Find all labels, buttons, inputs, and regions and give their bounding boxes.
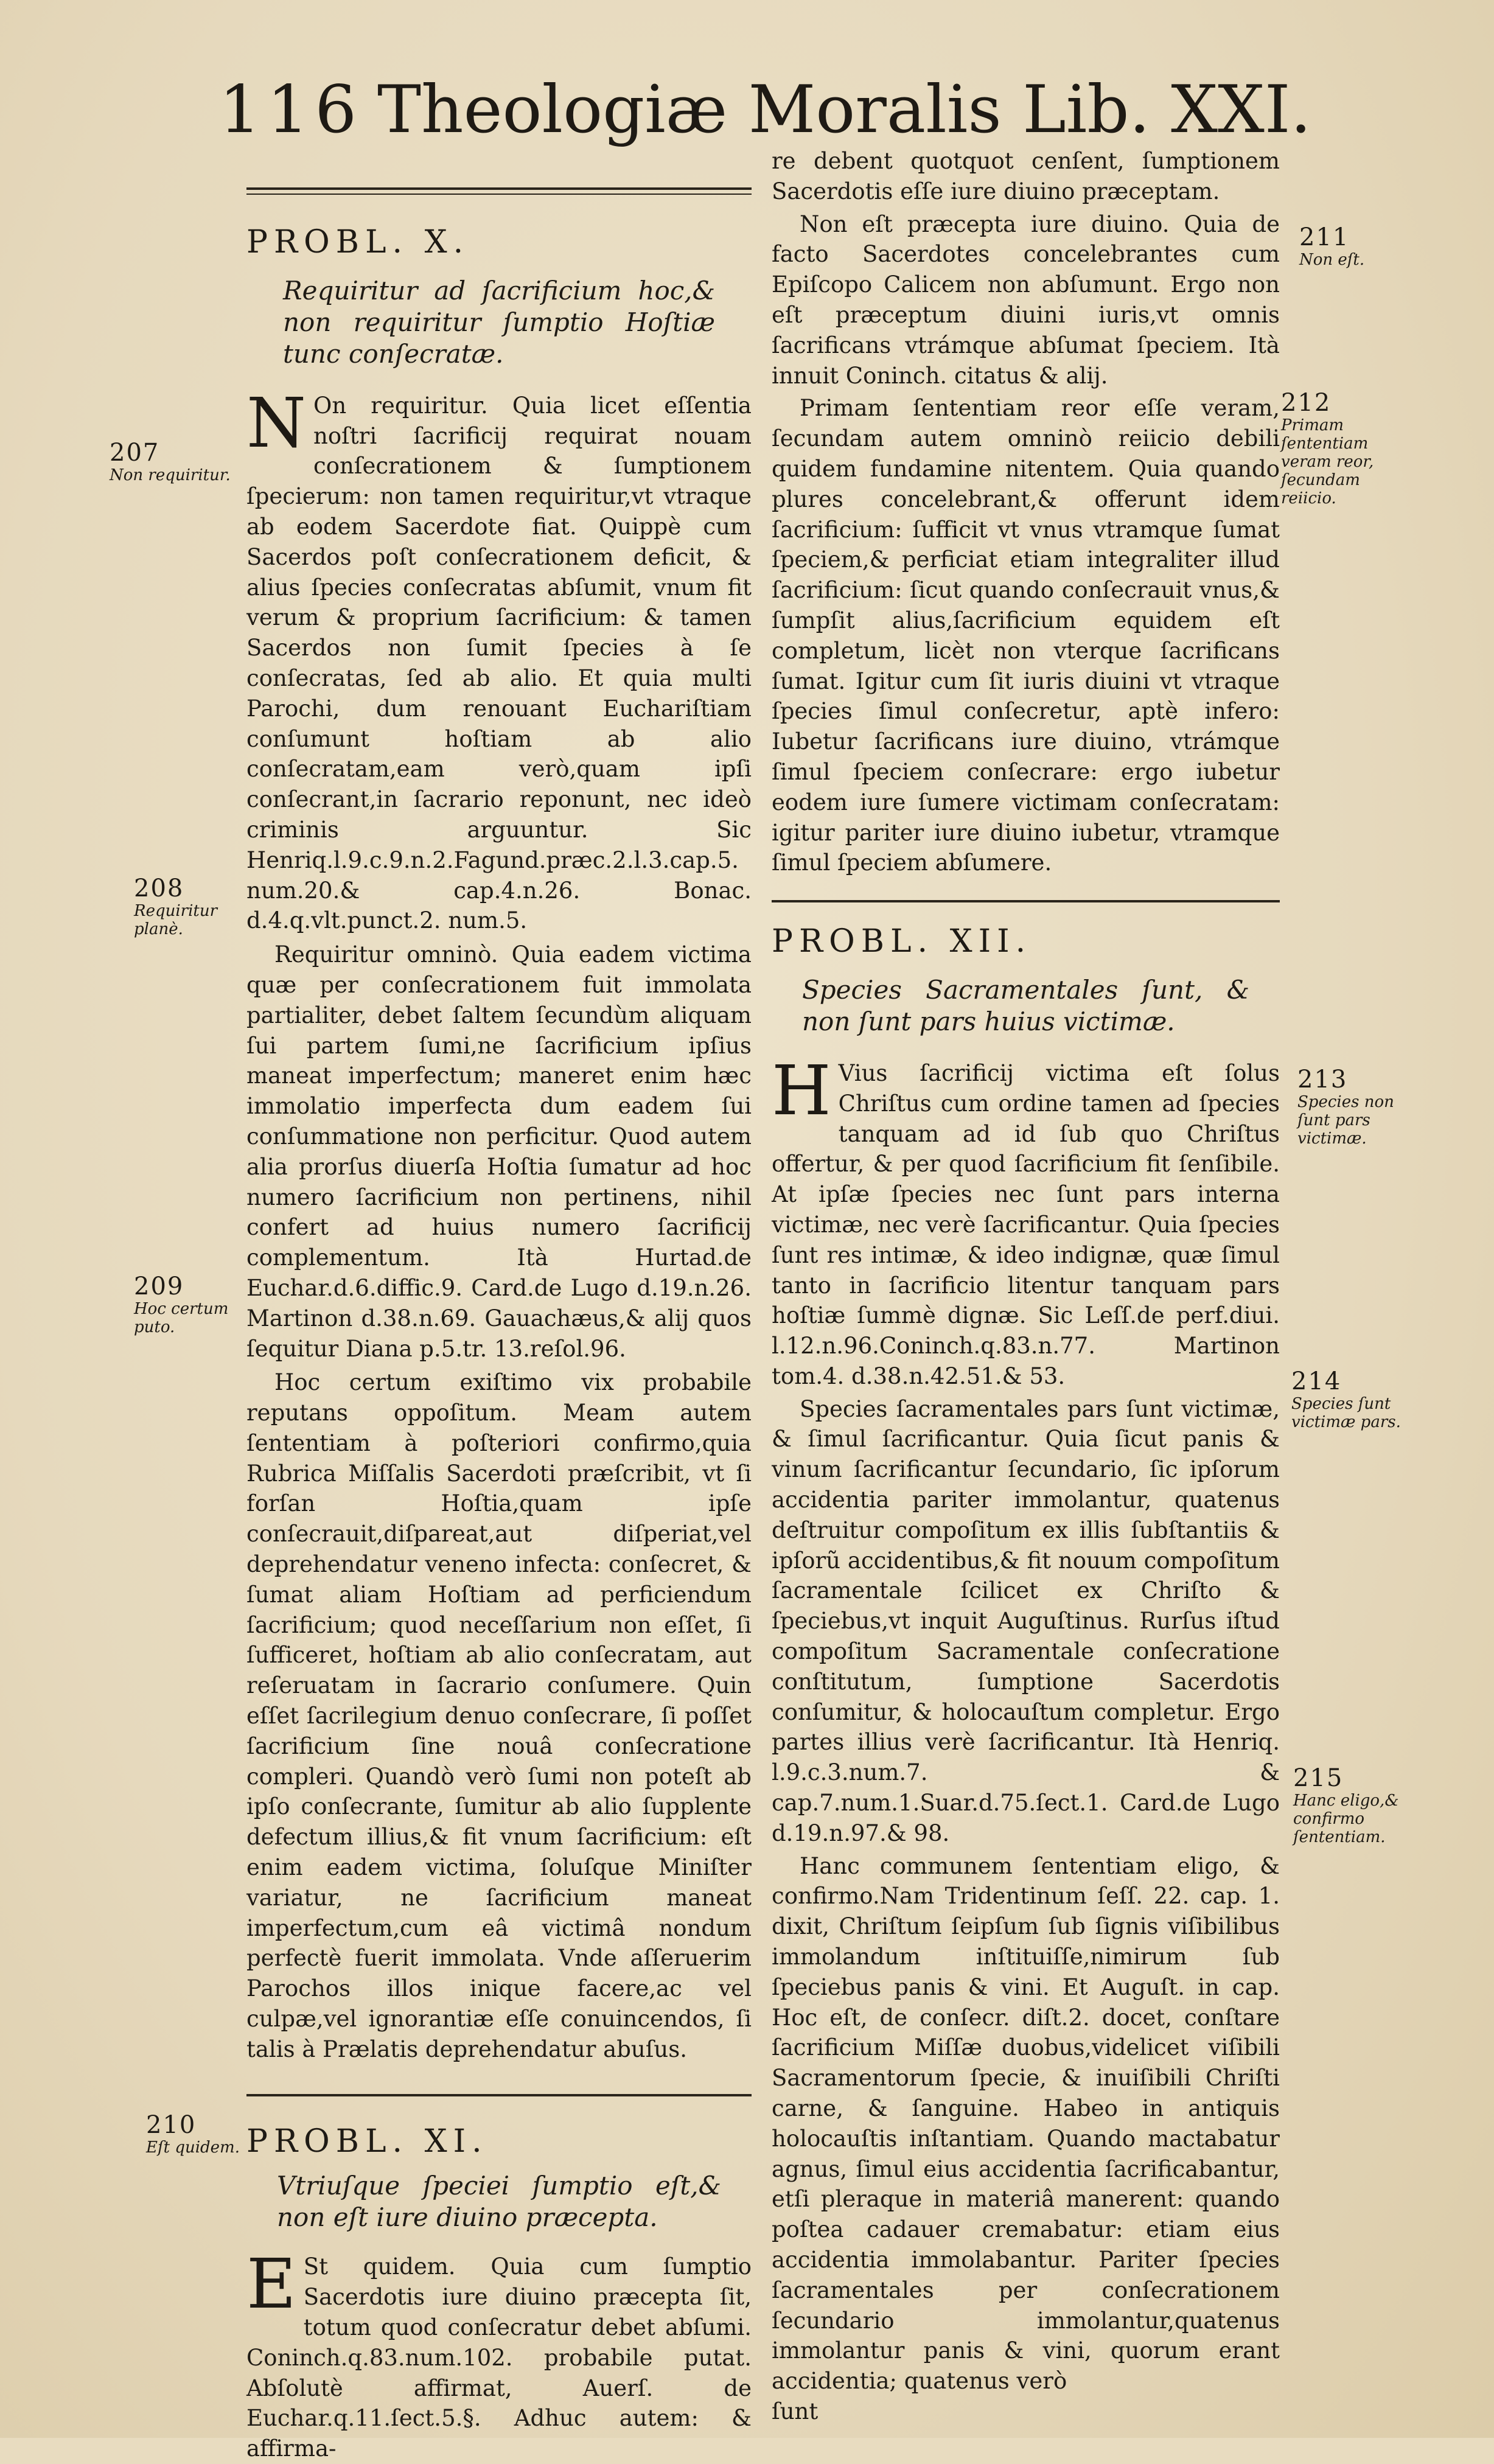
- drop-cap: E: [246, 2245, 296, 2325]
- problem-rubric-x: Requiritur ad ſacrificium hoc,& non requiritur ſumptio Hoſtiæ tunc conſecratæ.: [283, 275, 715, 369]
- right-column: [772, 146, 1280, 2427]
- paragraph-207-text: On requiritur. Quia licet eſſentia noſtri ſacrificij requirat nouam conſecrationem & ſumptionem ſpecierum: non tamen requiritur,vt vtraque ab eodem Sacerdote fiat. Quippè cum Sacerdos poſt conſecrationem deficit, & alius ſpecies conſecratas abſumit, vnum fit verum & proprium ſacrificium: & tamen Sacerdos non ſumit ſpecies à ſe conſecratas, ſed ab alio. Et quia multi Parochi, dum renouant Euchariſtiam conſumunt hoſtiam ab alio conſecratam,eam verò,quam ipſi conſecrant,in ſacrario reponunt, nec ideò criminis arguuntur. Sic Henriq.l.9.c.9.n.2.Fagund.præc.2.l.3.cap.5. num.20.& cap.4.n.26. Bonac. d.4.q.vlt.punct.2. num.5.: [246, 392, 752, 934]
- margin-note-212: [1281, 389, 1403, 508]
- margin-note-214: [1291, 1368, 1413, 1431]
- paragraph-number: 214: [1291, 1367, 1342, 1395]
- margin-note-text: Requiritur planè.: [134, 902, 218, 938]
- paragraph-number: 208: [134, 874, 184, 902]
- paragraph-207: [246, 383, 752, 936]
- margin-note-213: [1297, 1066, 1413, 1148]
- paragraph-212: Primam ſententiam reor eſſe veram, ſecundam autem omninò reiicio debili quidem fundamine nitentem. Quia quando plures concelebrant,& offerunt idem ſacrificium: ſufficit vt vnus vtramque ſumat ſpeciem,& perficiat etiam integraliter illud ſacrificium: ſicut quando conſecrauit vnus,& ſumpſit alius,ſacrificium equidem eſt completum, licèt non vterque ſacrificans ſumat. Igitur cum ſit iuris diuini vt vtraque ſpecies ſimul conſecretur, aptè infero: Iubetur ſacrificans iure diuino, vtrámque ſimul ſpeciem conſecrare: ergo iubetur eodem iure ſumere victimam conſecratam: igitur pariter iure diuino iubetur, vtramque ſimul ſpeciem abſumere.: [772, 395, 1280, 876]
- catchword: ſunt: [772, 2398, 819, 2424]
- margin-note-text: Non requiritur.: [110, 466, 231, 484]
- margin-note-text: Hanc eligo,& confirmo ſententiam.: [1293, 1792, 1399, 1846]
- margin-note-208: [134, 875, 237, 938]
- left-column: [246, 187, 752, 2464]
- paragraph-number: 211: [1299, 223, 1350, 251]
- margin-note-207: [110, 439, 231, 484]
- margin-note-text: Eſt quidem.: [146, 2138, 240, 2157]
- margin-note-text: Species non ſunt pars victimæ.: [1297, 1093, 1394, 1148]
- margin-note-text: Species ſunt victimæ pars.: [1291, 1395, 1401, 1431]
- paragraph-210: [246, 2245, 752, 2464]
- page-number: 116: [219, 72, 363, 148]
- paragraph-213-text: Vius ſacrificij victima eſt ſolus Chriſtus cum ordine tamen ad ſpecies tanquam ad id ſub quo Chriſtus offertur, & per quod ſacrificium fit ſenſibile. At ipſæ ſpecies nec ſunt pars interna victimæ, nec verè ſacrificantur. Quia ſpecies ſunt res intimæ, & ideo indignæ, quæ ſimul tanto in ſacrificio litentur tanquam pars hoſtiæ ſummè dignæ. Sic Leſſ.de perf.diui. l.12.n.96.Coninch.q.83.n.77. Martinon tom.4. d.38.n.42.51.& 53.: [772, 1059, 1280, 1389]
- margin-note-211: [1299, 224, 1391, 269]
- paragraph-208: Requiritur omninò. Quia eadem victima quæ per conſecrationem fuit immolata partialiter, debet ſaltem ſecundùm aliquam ſui partem ſumi,ne ſacrificium ipſius maneat imperfectum; maneret enim hæc immolatio imperfecta dum eadem ſui conſummatione non perficitur. Quod autem alia prorſus diuerſa Hoſtia ſumatur ad hoc numero ſacrificium non pertinens, nihil confert ad huius numero ſacrificij complementum. Ità Hurtad.de Euchar.d.6.diffic.9. Card.de Lugo d.19.n.26. Martinon d.38.n.69. Gauachæus,& alij quos ſequitur Diana p.5.tr. 13.reſol.96.: [246, 941, 752, 1362]
- margin-note-210: [146, 2112, 243, 2157]
- problem-heading-xii: PROBL. XII.: [772, 923, 1032, 960]
- top-rule: [246, 187, 752, 190]
- section-rule: [772, 900, 1280, 902]
- margin-note-text: Non eſt.: [1299, 251, 1365, 269]
- problem-rubric-xi: Vtriuſque ſpeciei ſumptio eſt,& non eſt iure diuino præcepta.: [277, 2171, 721, 2233]
- paragraph-214: Species ſacramentales pars ſunt victimæ, & ſimul ſacrificantur. Quia ſicut panis & vinum ſacrificantur ſecundario, ſic ipſorum accidentia pariter immolantur, quatenus deſtruitur compoſitum ex illis ſubſtantiis & ipſorũ accidentibus,& fit nouum compoſitum ſacramentale ſcilicet ex Chriſto & ſpeciebus,vt inquit Auguſtinus. Rurſus iſtud compoſitum Sacramentale conſecratione conſtitutum, ſumptione Sacerdotis conſumitur, & holocauſtum completur. Ergo partes illius verè ſacrificantur. Ità Henriq. l.9.c.3.num.7. & cap.7.num.1.Suar.d.75.ſect.1. Card.de Lugo d.19.n.97.& 98.: [772, 1395, 1280, 1846]
- margin-note-text: Hoc certum puto.: [134, 1300, 229, 1336]
- section-rule: [246, 2094, 752, 2096]
- running-title: Theologiæ Moralis Lib. XXI.: [377, 72, 1311, 148]
- paragraph-209: Hoc certum exiſtimo vix probabile reputans oppoſitum. Meam autem ſententiam à poſteriori confirmo,quia Rubrica Miſſalis Sacerdoti præſcribit, vt ſi forſan Hoſtia,quam ipſe conſecrauit,diſpareat,aut diſperiat,vel deprehendatur veneno infecta: conſecret, & ſumat aliam Hoſtiam ad perficiendum ſacrificium; quod neceſſarium non eſſet, ſi ſufficeret, hoſtiam ab alio conſecratam, aut reſeruatam in ſacrario conſumere. Quin eſſet ſacrilegium denuo conſecrare, ſi poſſet ſacrificium ſine nouâ conſecratione compleri. Quandò verò ſumi non poteſt ab ipſo conſecrante, ſumitur ab alio ſupplente defectum illius,& fit vnum ſacrificium: eſt enim eadem victima, ſoluſque Miniſter variatur, ne ſacrificium maneat imperfectum,cum eâ victimâ nondum perfectè fuerit immolata. Vnde aſſeruerim Parochos illos inique facere,ac vel culpæ,vel ignorantiæ eſſe conuincendos, ſi talis à Prælatis deprehendatur abuſus.: [246, 1369, 752, 2062]
- paragraph-215: Hanc communem ſententiam eligo, & confirmo.Nam Tridentinum ſeſſ. 22. cap. 1. dixit, Chriſtum ſeipſum ſub ſignis viſibilibus immolandum inſtituiſſe,nimirum ſub ſpeciebus panis & vini. Et Auguſt. in cap. Hoc eſt, de conſecr. diſt.2. docet, conſtare ſacrificium Miſſæ duobus,videlicet viſibili Sacramentorum ſpecie, & inuiſibili Chriſti carne, & ſanguine. Habeo in antiquis holocauſtis inſtantiam. Quando mactabatur agnus, ſimul eius accidentia ſacrificabantur, etſi pleraque in materiâ manerent: quando poſtea cadauer cremabatur: etiam eius accidentia immolabantur. Pariter ſpecies ſacramentales per conſecrationem ſecundario immolantur,quatenus immolantur panis & vini, quorum erant accidentia; quatenus verò: [772, 1852, 1280, 2395]
- drop-cap: H: [772, 1051, 831, 1131]
- margin-note-text: Primam ſententiam veram reor, ſecundam reiicio.: [1281, 416, 1374, 508]
- paragraph-211: Non eſt præcepta iure diuino. Quia de facto Sacerdotes concelebrantes cum Epiſcopo Calicem non abſumunt. Ergo non eſt præceptum diuini iuris,vt omnis ſacrificans vtrámque abſumat ſpeciem. Ità innuit Coninch. citatus & alij.: [772, 211, 1280, 389]
- problem-heading-x: PROBL. X.: [246, 224, 470, 260]
- problem-rubric-xii: Species Sacramentales ſunt, & non ſunt pars huius victimæ.: [802, 974, 1249, 1036]
- drop-cap: N: [246, 383, 306, 463]
- top-rule-thin: [246, 194, 752, 195]
- paragraph-number: 215: [1293, 1764, 1344, 1792]
- paragraph-210-text: St quidem. Quia cum ſumptio Sacerdotis iure diuino præcepta ſit, totum quod conſecratur debet abſumi. Coninch.q.83.num.102. probabile putat. Abſolutè affirmat, Auerſ. de Euchar.q.11.ſect.5.§. Adhuc autem: & affirma-: [246, 2253, 752, 2462]
- margin-note-215: [1293, 1765, 1415, 1846]
- paragraph-number: 207: [110, 439, 160, 467]
- margin-note-209: [134, 1273, 243, 1336]
- paragraph-number: 213: [1297, 1066, 1348, 1094]
- paragraph-number: 209: [134, 1272, 184, 1300]
- paragraph-213: [772, 1051, 1280, 1392]
- paragraph-number: 210: [146, 2111, 197, 2139]
- paragraph-210-continued: re debent quotquot cenſent, ſumptionem Sacerdotis eſſe iure diuino præceptam.: [772, 148, 1280, 204]
- problem-heading-xi: PROBL. XI.: [246, 2123, 488, 2160]
- running-header: [219, 72, 1311, 157]
- paragraph-number: 212: [1281, 389, 1332, 417]
